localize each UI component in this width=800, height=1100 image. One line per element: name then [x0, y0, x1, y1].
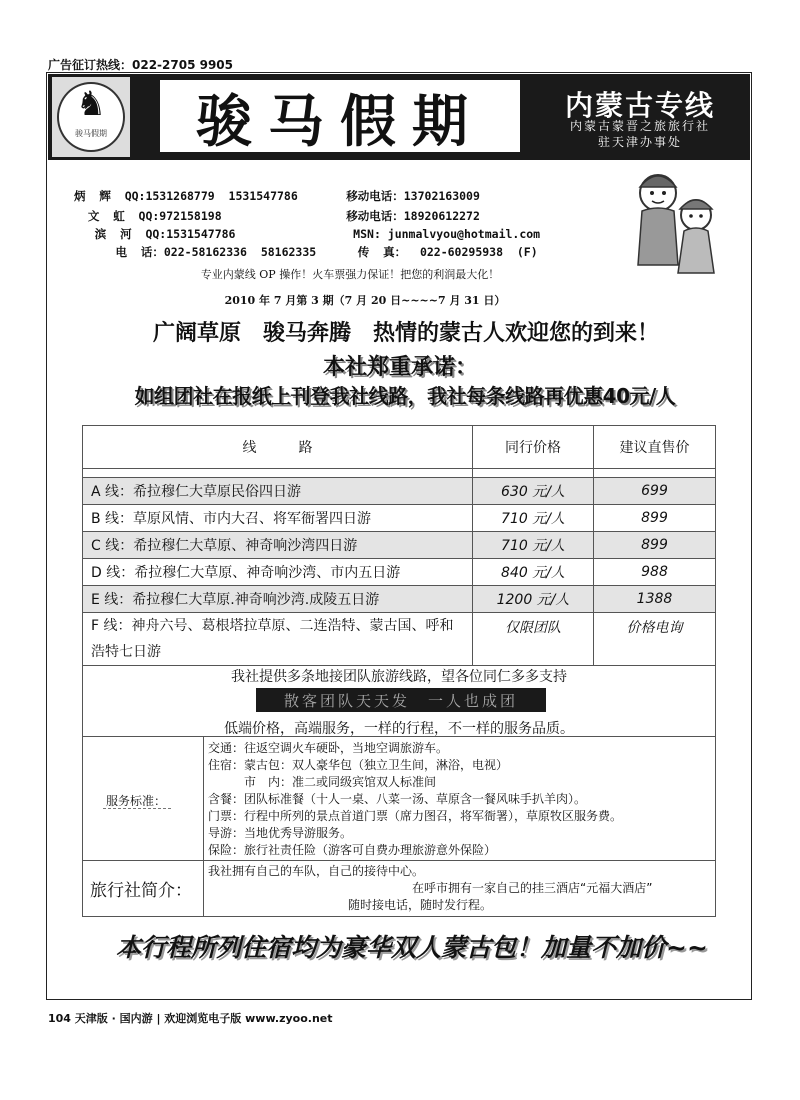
routes-table [82, 425, 716, 666]
divider [203, 736, 204, 860]
ad-hotline: 广告征订热线：022-2705 9905 [48, 58, 234, 72]
peer-price-cell: 710 元/人 [473, 505, 594, 532]
route-cell: E 线：希拉穆仁大草原.神奇响沙湾.成陵五日游 [83, 586, 473, 613]
mongolian-couple-illustration [618, 165, 730, 277]
divider [103, 808, 171, 809]
slogan: 专业内蒙线 OP 操作！火车票强力保证！把您的利润最大化！ [200, 268, 500, 281]
intro-text: 在呼市拥有一家自己的挂三酒店“元福大酒店” [412, 881, 653, 895]
table-row [83, 478, 716, 505]
route-cell: B 线：草原风情、市内大召、将军衙署四日游 [83, 505, 473, 532]
route-cell: A 线：希拉穆仁大草原民俗四日游 [83, 478, 473, 505]
agency-title: 骏马假期 [196, 89, 484, 155]
contact-line: 文 虹 QQ:972158198 移动电话：18920612272 [74, 209, 480, 223]
promise-detail: 如组团社在报纸上刊登我社线路，我社每条线路再优惠40元/人 [134, 384, 676, 408]
peer-price-cell: 630 元/人 [473, 478, 594, 505]
footer-slogan: 本行程所列住宿均为豪华双人蒙古包！加量不加价~~ [116, 933, 708, 962]
divider [82, 860, 716, 861]
brand-subtitle-2: 驻天津办事处 [597, 135, 682, 149]
page-footer: 104 天津版 · 国内游 | 欢迎浏览电子版 www.zyoo.net [48, 1012, 333, 1025]
divider [82, 736, 716, 737]
column-header: 线 路 [83, 426, 473, 469]
route-cell: F 线：神舟六号、葛根塔拉草原、二连浩特、蒙古国、呼和浩特七日游 [83, 613, 473, 666]
intro-text: 我社拥有自己的车队，自己的接待中心。 [208, 864, 425, 878]
retail-price-cell: 899 [594, 505, 716, 532]
spacer-row [83, 469, 716, 478]
retail-price-cell: 988 [594, 559, 716, 586]
route-cell: C 线：希拉穆仁大草原、神奇响沙湾四日游 [83, 532, 473, 559]
welcome-headline: 广阔草原 骏马奔腾 热情的蒙古人欢迎您的到来！ [152, 321, 659, 346]
column-header: 同行价格 [473, 426, 594, 469]
tagline: 散客团队天天发 一人也成团 [283, 692, 518, 710]
route-cell: D 线：希拉穆仁大草原、神奇响沙湾、市内五日游 [83, 559, 473, 586]
table-row [83, 586, 716, 613]
quality-statement: 低端价格，高端服务，一样的行程，不一样的服务品质。 [224, 721, 574, 737]
brand-name: 内蒙古专线 [564, 89, 715, 122]
contact-line: 电 话：022-58162336 58162335 传 真： 022-60295938 (F) [74, 245, 538, 259]
service-item: 含餐：团队标准餐（十人一桌、八菜一汤、草原含一餐风味手扒羊肉）。 [208, 792, 587, 806]
notice: 我社提供多条地接团队旅游线路，望各位同仁多多支持 [231, 669, 567, 685]
horse-icon: ♞ [75, 84, 107, 124]
service-label: 服务标准： [106, 794, 167, 808]
retail-price-cell: 价格电询 [594, 613, 716, 666]
retail-price-cell: 1388 [594, 586, 716, 613]
table-row [83, 532, 716, 559]
divider [203, 860, 204, 916]
logo-text: 骏马假期 [75, 129, 107, 138]
peer-price-cell: 1200 元/人 [473, 586, 594, 613]
table-row [83, 613, 716, 666]
intro-label: 旅行社简介： [90, 881, 192, 901]
service-item: 导游：当地优秀导游服务。 [208, 826, 353, 840]
service-item: 门票：行程中所列的景点首道门票（席力图召，将军衙署），草原牧区服务费。 [208, 809, 623, 823]
column-header: 建议直售价 [594, 426, 716, 469]
promise-title: 本社郑重承诺： [322, 355, 477, 380]
service-item: 保险：旅行社责任险（游客可自费办理旅游意外保险） [208, 843, 497, 857]
brand-subtitle: 内蒙古蒙晋之旅旅行社 [569, 119, 710, 133]
contact-line: 炳 辉 QQ:1531268779 1531547786 移动电话：13702163009 [74, 189, 480, 203]
issue-info: 2010 年 7 月第 3 期（7 月 20 日~~~~7 月 31 日） [224, 294, 506, 307]
table-row [83, 505, 716, 532]
peer-price-cell: 仅限团队 [473, 613, 594, 666]
service-item: 市 内：准二或同级宾馆双人标准间 [208, 775, 437, 789]
intro-text: 随时接电话，随时发行程。 [348, 898, 493, 912]
table-row [83, 559, 716, 586]
service-item: 交通：往返空调火车硬卧，当地空调旅游车。 [208, 741, 449, 755]
peer-price-cell: 840 元/人 [473, 559, 594, 586]
table-header-row [83, 426, 716, 469]
retail-price-cell: 899 [594, 532, 716, 559]
service-item: 住宿：蒙古包：双人豪华包（独立卫生间，淋浴，电视） [208, 758, 509, 772]
contact-line: 滨 河 QQ:1531547786 MSN: junmalvyou@hotmail.com [74, 227, 541, 241]
peer-price-cell: 710 元/人 [473, 532, 594, 559]
retail-price-cell: 699 [594, 478, 716, 505]
